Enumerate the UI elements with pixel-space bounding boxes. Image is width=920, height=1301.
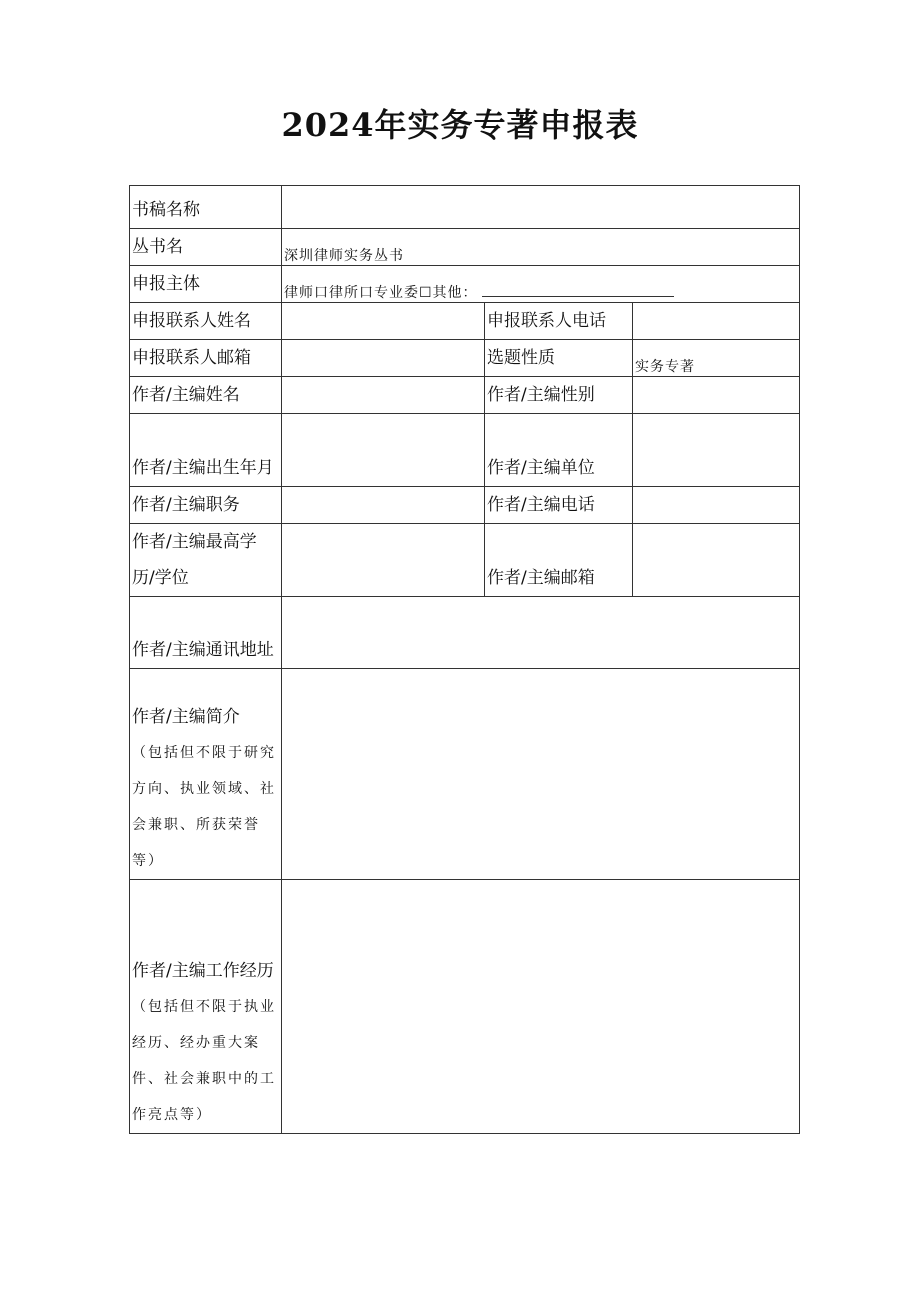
field-author-gender[interactable]	[633, 377, 800, 414]
label-author-email: 作者/主编邮箱	[485, 524, 633, 597]
field-series[interactable]: 深圳律师实务丛书	[282, 229, 800, 266]
row-subject	[130, 266, 800, 303]
label-author-org: 作者/主编单位	[485, 414, 633, 487]
field-author-address[interactable]	[282, 597, 800, 669]
row-author-degree-email	[130, 524, 800, 597]
row-author-address	[130, 597, 800, 669]
row-author-birth-org	[130, 414, 800, 487]
field-author-email[interactable]	[633, 524, 800, 597]
field-subject[interactable]	[282, 266, 800, 303]
label-author-experience: 作者/主编工作经历	[132, 961, 274, 981]
field-author-position[interactable]	[282, 487, 485, 524]
field-author-name[interactable]	[282, 377, 485, 414]
field-topic-type[interactable]: 实务专著	[633, 340, 800, 377]
application-form-table	[129, 185, 800, 1134]
label-contact-name: 申报联系人姓名	[130, 303, 282, 340]
row-author-position-phone	[130, 487, 800, 524]
row-author-name-gender	[130, 377, 800, 414]
label-author-birth: 作者/主编出生年月	[130, 414, 282, 487]
note-author-experience: （包括但不限于执业经历、经办重大案件、社会兼职中的工作亮点等）	[132, 999, 276, 1123]
page-title: 2024年实务专著申报表	[281, 106, 639, 144]
label-topic-type: 选题性质	[485, 340, 633, 377]
label-series: 丛书名	[130, 229, 282, 266]
label-author-address: 作者/主编通讯地址	[130, 597, 282, 669]
row-contact-email-topic	[130, 340, 800, 377]
label-subject: 申报主体	[130, 266, 282, 303]
field-author-birth[interactable]	[282, 414, 485, 487]
field-author-experience[interactable]	[282, 880, 800, 1134]
row-author-bio	[130, 669, 800, 880]
field-contact-name[interactable]	[282, 303, 485, 340]
row-series	[130, 229, 800, 266]
field-contact-email[interactable]	[282, 340, 485, 377]
field-author-phone[interactable]	[633, 487, 800, 524]
subject-options: 律师口律所口专业委☐其他：	[284, 285, 478, 301]
label-author-bio: 作者/主编简介	[132, 707, 240, 727]
row-author-experience	[130, 880, 800, 1134]
label-author-name: 作者/主编姓名	[130, 377, 282, 414]
field-author-degree[interactable]	[282, 524, 485, 597]
label-author-phone: 作者/主编电话	[485, 487, 633, 524]
field-author-org[interactable]	[633, 414, 800, 487]
cell-author-experience-label	[130, 880, 282, 1134]
label-author-gender: 作者/主编性别	[485, 377, 633, 414]
label-contact-phone: 申报联系人电话	[485, 303, 633, 340]
field-author-bio[interactable]	[282, 669, 800, 880]
label-book-name: 书稿名称	[130, 186, 282, 229]
other-subject-blank[interactable]	[482, 284, 674, 297]
row-contact-name-phone	[130, 303, 800, 340]
label-contact-email: 申报联系人邮箱	[130, 340, 282, 377]
label-author-position: 作者/主编职务	[130, 487, 282, 524]
label-author-degree: 作者/主编最高学历/学位	[130, 524, 282, 597]
note-author-bio: （包括但不限于研究方向、执业领域、社会兼职、所获荣誉等）	[132, 745, 276, 869]
field-book-name[interactable]	[282, 186, 800, 229]
cell-author-bio-label	[130, 669, 282, 880]
row-book-name	[130, 186, 800, 229]
field-contact-phone[interactable]	[633, 303, 800, 340]
